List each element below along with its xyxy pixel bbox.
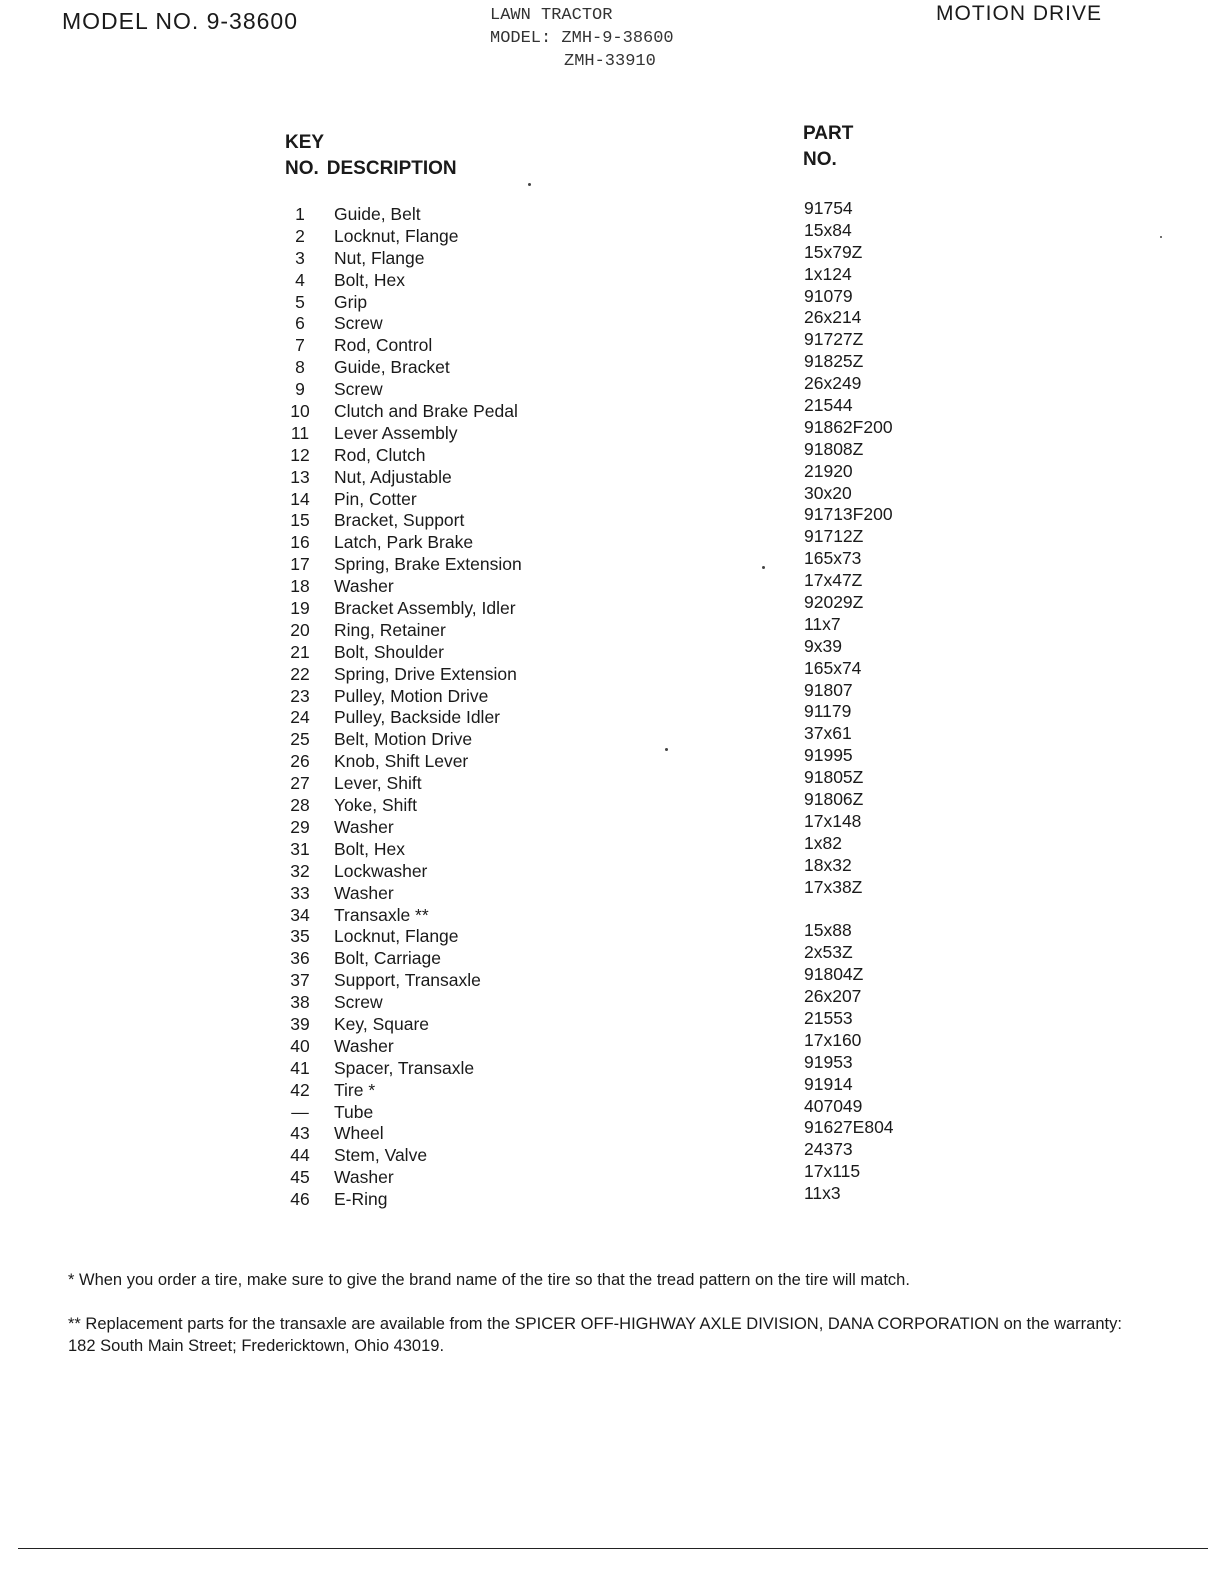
- part-description: Bracket Assembly, Idler: [334, 598, 516, 619]
- part-description: Nut, Adjustable: [334, 466, 452, 487]
- part-number: 24373: [804, 1139, 853, 1160]
- parts-row: [280, 373, 960, 401]
- part-number: 407049: [804, 1095, 863, 1116]
- parts-row: [280, 701, 960, 729]
- part-description: Washer: [334, 882, 394, 903]
- key-number: 12: [290, 444, 310, 465]
- part-number: 91804Z: [804, 964, 864, 985]
- parts-row: [280, 241, 960, 270]
- key-number: 10: [290, 401, 310, 422]
- part-description: Washer: [334, 1035, 394, 1056]
- part-description: Lever Assembly: [334, 422, 458, 443]
- key-number: 28: [290, 795, 310, 816]
- part-number: 165x74: [804, 657, 862, 678]
- part-number: 91754: [804, 198, 853, 218]
- key-number: 21: [290, 641, 310, 662]
- part-description: Spring, Brake Extension: [334, 554, 522, 575]
- key-number: 29: [290, 816, 310, 837]
- part-number: 91808Z: [804, 438, 864, 459]
- section-title: MOTION DRIVE: [936, 2, 1103, 25]
- part-description: Washer: [334, 1167, 394, 1188]
- part-number: 91079: [804, 285, 853, 306]
- parts-row: [280, 592, 960, 620]
- part-number: 11x7: [804, 613, 841, 634]
- parts-row: [280, 723, 960, 751]
- part-description: Belt, Motion Drive: [334, 729, 473, 750]
- part-description: Key, Square: [334, 1013, 430, 1034]
- part-number: 21544: [804, 395, 853, 416]
- part-number: 91713F200: [804, 504, 893, 525]
- part-description: Clutch and Brake Pedal: [334, 401, 518, 422]
- part-number: 18x32: [804, 854, 852, 875]
- part-number: 21920: [804, 460, 853, 481]
- key-number: 14: [290, 488, 310, 509]
- key-number: 32: [290, 860, 310, 881]
- key-number: 22: [290, 663, 310, 684]
- key-number: 43: [290, 1123, 310, 1144]
- key-number: 42: [290, 1079, 310, 1100]
- parts-row: [280, 679, 960, 708]
- part-description: Lever, Shift: [334, 773, 422, 794]
- parts-row: [280, 920, 960, 948]
- key-number: 26: [290, 751, 310, 772]
- part-no-label: NO.: [803, 149, 837, 170]
- key-number: 46: [290, 1189, 310, 1210]
- part-number: 17x115: [804, 1161, 861, 1182]
- key-number: 3: [295, 247, 305, 268]
- parts-list: [280, 198, 960, 1211]
- part-description: Spacer, Transaxle: [334, 1057, 475, 1078]
- parts-row: [280, 876, 960, 905]
- part-description: Support, Transaxle: [334, 970, 481, 991]
- parts-row: [280, 1117, 960, 1145]
- tire-footnote: * When you order a tire, make sure to give the brand name of the tire so that the tread pattern on the tire will match.: [68, 1271, 910, 1289]
- key-number: 8: [295, 357, 305, 378]
- part-column-header: [803, 121, 853, 173]
- part-description: Latch, Park Brake: [334, 532, 474, 553]
- parts-row: [280, 1029, 960, 1058]
- key-number: 5: [295, 291, 305, 312]
- key-number: 23: [290, 685, 310, 706]
- key-number: 33: [290, 882, 310, 903]
- part-description: Bolt, Hex: [334, 838, 405, 859]
- part-description: Transaxle **: [334, 904, 429, 925]
- part-description: Wheel: [334, 1123, 384, 1144]
- part-number: 15x79Z: [804, 241, 863, 262]
- part-description: Spring, Drive Extension: [334, 663, 517, 684]
- key-number: 25: [290, 729, 310, 750]
- parts-row: [280, 613, 960, 642]
- part-description: Bolt, Shoulder: [334, 641, 444, 662]
- key-number: 9: [295, 379, 305, 400]
- part-description: Guide, Bracket: [334, 357, 450, 378]
- key-number: 27: [290, 773, 310, 794]
- part-description: Bracket, Support: [334, 510, 465, 531]
- part-number: 1x82: [804, 832, 842, 853]
- part-number: 17x38Z: [804, 876, 863, 897]
- parts-row: [280, 657, 960, 686]
- product-model-line: MODEL: ZMH-9-38600: [490, 29, 674, 48]
- part-description: Washer: [334, 576, 394, 597]
- parts-row: [280, 263, 960, 292]
- part-description: Grip: [334, 291, 368, 312]
- key-no-description-label: [285, 156, 457, 182]
- bottom-rule: [18, 1548, 1208, 1549]
- parts-row: [280, 1051, 960, 1080]
- scan-speck: [665, 748, 668, 751]
- part-number: 17x148: [804, 810, 862, 831]
- part-number: 26x207: [804, 986, 862, 1007]
- description-label: DESCRIPTION: [326, 158, 457, 179]
- key-number: 6: [295, 313, 305, 334]
- key-number: 45: [290, 1167, 310, 1188]
- parts-row: [280, 986, 960, 1014]
- parts-row: [280, 810, 960, 839]
- part-number: 26x249: [804, 373, 862, 394]
- part-description: Locknut, Flange: [334, 926, 459, 947]
- part-description: Screw: [334, 379, 383, 400]
- parts-row: [280, 1161, 960, 1189]
- transaxle-footnote: ** Replacement parts for the transaxle are available from the SPICER OFF-HIGHWAY AXLE DIVISION, DANA CORPORATION on the warranty: 182 South Main Street; Fredericktown, Ohio 43019.: [68, 1315, 1122, 1355]
- key-number: 31: [290, 838, 310, 859]
- part-description: E-Ring: [334, 1189, 388, 1210]
- key-column-header: [285, 130, 457, 182]
- key-number: 35: [290, 926, 310, 947]
- key-number: 19: [290, 598, 310, 619]
- part-description: Pulley, Motion Drive: [334, 685, 489, 706]
- part-number: 91805Z: [804, 767, 864, 788]
- product-stamp: [490, 4, 674, 73]
- part-number: 91806Z: [804, 789, 864, 810]
- part-number: 30x20: [804, 482, 852, 503]
- key-number: 41: [290, 1057, 310, 1078]
- part-description: Screw: [334, 992, 383, 1013]
- key-number: 18: [290, 576, 310, 597]
- part-number: 15x88: [804, 920, 852, 941]
- key-number: 34: [290, 904, 310, 925]
- key-number: 17: [290, 554, 310, 575]
- part-number: 26x214: [804, 307, 862, 328]
- product-line: LAWN TRACTOR: [490, 6, 613, 25]
- part-number: 91914: [804, 1073, 853, 1094]
- parts-row: [280, 1183, 960, 1211]
- part-number: 91727Z: [804, 329, 864, 350]
- key-number: 20: [290, 619, 310, 640]
- part-number: 17x160: [804, 1029, 862, 1050]
- part-description: Tube: [334, 1101, 374, 1122]
- part-number: 91862F200: [804, 416, 893, 437]
- part-number: 91953: [804, 1051, 853, 1072]
- key-number: 7: [295, 335, 305, 356]
- part-number: 11x3: [804, 1183, 841, 1204]
- key-number: 44: [290, 1145, 310, 1166]
- part-number: 91807: [804, 679, 853, 700]
- parts-row: [280, 438, 960, 467]
- key-number: 4: [295, 269, 305, 290]
- part-number: 165x73: [804, 548, 862, 569]
- part-description: Nut, Flange: [334, 247, 425, 268]
- part-description: Ring, Retainer: [334, 619, 446, 640]
- key-number: —: [291, 1101, 309, 1122]
- key-number: 36: [290, 948, 310, 969]
- parts-row: [280, 198, 960, 226]
- key-number: 2: [295, 225, 305, 246]
- part-number: 37x61: [804, 723, 852, 744]
- part-number: 92029Z: [804, 592, 864, 613]
- product-alt-model-line: ZMH-33910: [564, 52, 656, 71]
- part-number: 91627E804: [804, 1117, 894, 1138]
- part-number: 2x53Z: [804, 942, 853, 963]
- scan-speck: [1160, 236, 1162, 238]
- part-description: Bolt, Hex: [334, 269, 405, 290]
- part-description: Screw: [334, 313, 383, 334]
- part-number: 15x84: [804, 219, 852, 240]
- key-label: KEY: [285, 132, 325, 153]
- key-no-label: NO.: [285, 158, 319, 179]
- key-number: 39: [290, 1013, 310, 1034]
- part-description: Pin, Cotter: [334, 488, 417, 509]
- key-number: 1: [295, 204, 305, 224]
- key-number: 40: [290, 1035, 310, 1056]
- scan-speck: [762, 566, 765, 569]
- key-number: 37: [290, 970, 310, 991]
- scan-speck: [528, 183, 531, 186]
- key-number: 13: [290, 466, 310, 487]
- part-description: Stem, Valve: [334, 1145, 428, 1166]
- parts-row: [280, 905, 960, 927]
- part-number: 91179: [804, 701, 852, 722]
- model-number: MODEL NO. 9-38600: [62, 8, 299, 34]
- part-description: Knob, Shift Lever: [334, 751, 469, 772]
- part-description: Bolt, Carriage: [334, 948, 441, 969]
- key-number: 38: [290, 992, 310, 1013]
- part-description: Lockwasher: [334, 860, 428, 881]
- part-description: Locknut, Flange: [334, 225, 459, 246]
- key-number: 15: [290, 510, 310, 531]
- part-number: 1x124: [804, 263, 852, 284]
- part-description: Yoke, Shift: [334, 795, 418, 816]
- part-description: Washer: [334, 816, 394, 837]
- key-number: 16: [290, 532, 310, 553]
- part-description: Pulley, Backside Idler: [334, 707, 501, 728]
- part-number: 9x39: [804, 635, 842, 656]
- key-number: 11: [290, 422, 310, 443]
- parts-row: [280, 460, 960, 489]
- part-number: 21553: [804, 1007, 853, 1028]
- part-number: 17x47Z: [804, 570, 863, 591]
- parts-row: [280, 832, 960, 861]
- part-number: 91825Z: [804, 351, 864, 372]
- part-description: Tire *: [334, 1079, 376, 1100]
- part-label: PART: [803, 123, 854, 144]
- key-number: 24: [290, 707, 310, 728]
- part-description: Rod, Control: [334, 335, 433, 356]
- part-description: Rod, Clutch: [334, 444, 426, 465]
- part-number: 91995: [804, 745, 853, 766]
- part-description: Guide, Belt: [334, 204, 421, 224]
- part-number: 91712Z: [804, 526, 864, 547]
